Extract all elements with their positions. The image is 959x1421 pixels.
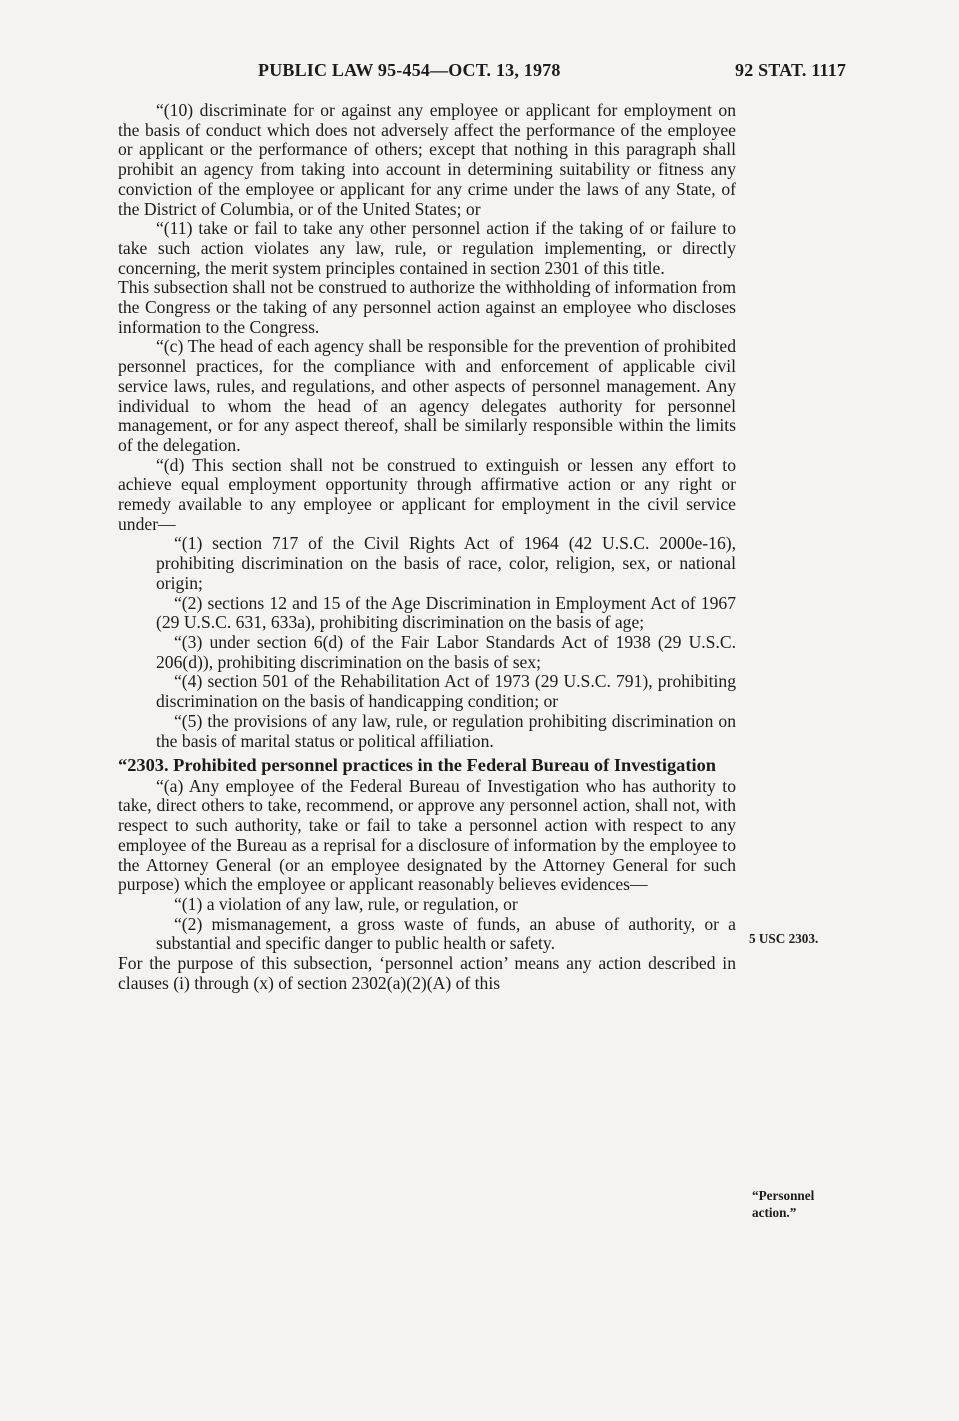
paragraph-personnel-action-definition: For the purpose of this subsection, ‘personnel action’ means any action described in clauses (i) through (x) of section 2302(a)(2)(A) of this (118, 953, 736, 993)
paragraph-d-1: “(1) section 717 of the Civil Rights Act of 1964 (42 U.S.C. 2000e-16), prohibiting discrimination on the basis of race, color, religion, sex, or national origin; (156, 533, 736, 593)
paragraph-2303-a-1: “(1) a violation of any law, rule, or regulation, or (174, 893, 518, 914)
paragraph-d-2: “(2) sections 12 and 15 of the Age Discrimination in Employment Act of 1967 (29 U.S.C. 631, 633a), prohibiting discrimination on the basis of age; (156, 592, 736, 633)
margin-note-usc: 5 USC 2303. (749, 931, 819, 946)
page-header-stat: 92 STAT. 1117 (735, 60, 847, 80)
section-heading-2303: “2303. Prohibited personnel practices in the Federal Bureau of Investigation (118, 755, 717, 776)
text-column (118, 101, 736, 993)
paragraph-2303-a-2: “(2) mismanagement, a gross waste of funds, an abuse of authority, or a substantial and specific danger to public health or safety. (156, 913, 736, 954)
page-header-title: PUBLIC LAW 95-454—OCT. 13, 1978 (258, 60, 561, 80)
paragraph-d: “(d) This section shall not be construed to extinguish or lessen any effort to achieve equal employment opportunity through affirmative action or any right or remedy available to any employee or applicant for employment in the civil service under— (118, 454, 736, 534)
paragraph-d-4: “(4) section 501 of the Rehabilitation Act of 1973 (29 U.S.C. 791), prohibiting discrimination on the basis of handicapping condition; or (156, 671, 736, 712)
paragraph-d-5: “(5) the provisions of any law, rule, or regulation prohibiting discrimination on the basis of marital status or political affiliation. (156, 710, 736, 751)
paragraph-10: “(10) discriminate for or against any employee or applicant for employment on the basis of conduct which does not adversely affect the performance of the employee or applicant or the performance of others; except that nothing in this paragraph shall prohibit an agency from taking into account in determining suitability or fitness any conviction of the employee or applicant for any crime under the laws of any State, of the District of Columbia, or of the United States; or (118, 100, 736, 219)
paragraph-11: “(11) take or fail to take any other personnel action if the taking of or failure to take such action violates any law, rule, or regulation implementing, or directly concerning, the merit system principles contained in section 2301 of this title. (118, 218, 736, 278)
margin-note-personnel-action: “Personnel action.” (752, 1188, 815, 1220)
paragraph-d-3: “(3) under section 6(d) of the Fair Labor Standards Act of 1938 (29 U.S.C. 206(d)), prohibiting discrimination on the basis of sex; (156, 631, 736, 672)
paragraph-c: “(c) The head of each agency shall be responsible for the prevention of prohibited personnel practices, for the compliance with and enforcement of applicable civil service laws, rules, and regulations, and other aspects of personnel management. Any individual to whom the head of an agency delegates authority for personnel management, or for any aspect thereof, shall be similarly responsible within the limits of the delegation. (118, 336, 736, 455)
paragraph-2303-a: “(a) Any employee of the Federal Bureau of Investigation who has authority to take, direct others to take, recommend, or approve any personnel action, shall not, with respect to such authority, take or fail to take a personnel action with respect to any employee of the Bureau as a reprisal for a disclosure of information by the employee to the Attorney General (or an employee designated by the Attorney General for such purpose) which the employee or applicant reasonably believes evidences— (118, 775, 736, 895)
paragraph-subsection-note: This subsection shall not be construed to authorize the withholding of information from the Congress or the taking of any personnel action against an employee who discloses information to the Congress. (118, 277, 736, 337)
